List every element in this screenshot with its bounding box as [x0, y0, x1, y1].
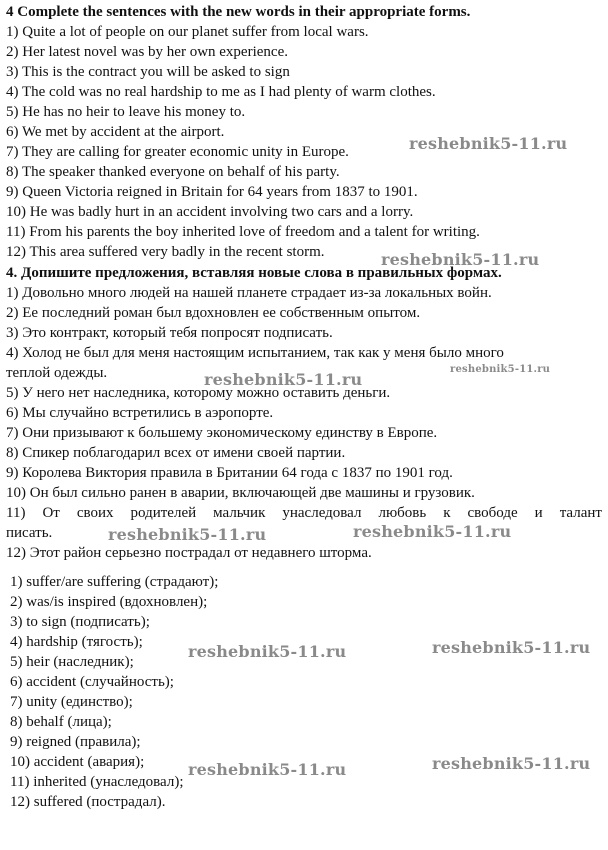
en-item: 3) This is the contract you will be asked to sign	[6, 64, 290, 80]
answer-item: 3) to sign (подписать);	[10, 614, 150, 630]
en-item: 7) They are calling for greater economic unity in Europe.	[6, 144, 349, 160]
answer-item: 7) unity (единство);	[10, 694, 133, 710]
watermark: reshebnik5-11.ru	[108, 525, 267, 544]
word: От	[42, 505, 60, 521]
watermark: reshebnik5-11.ru	[450, 364, 551, 375]
en-item: 6) We met by accident at the airport.	[6, 124, 225, 140]
ru-item: 9) Королева Виктория правила в Британии 64 года с 1837 по 1901 год.	[6, 465, 453, 481]
watermark: reshebnik5-11.ru	[381, 250, 540, 269]
word: мальчик	[213, 505, 266, 521]
word: к	[443, 505, 451, 521]
en-item: 8) The speaker thanked everyone on behalf of his party.	[6, 164, 340, 180]
answer-item: 8) behalf (лица);	[10, 714, 112, 730]
word: родителей	[130, 505, 197, 521]
ru-item: 3) Это контракт, который тебя попросят подписать.	[6, 325, 333, 341]
watermark: reshebnik5-11.ru	[432, 638, 591, 657]
word: своих	[76, 505, 114, 521]
word: любовь	[378, 505, 427, 521]
watermark: reshebnik5-11.ru	[188, 642, 347, 661]
en-heading: 4 Complete the sentences with the new words in their appropriate forms.	[6, 4, 471, 20]
en-item: 11) From his parents the boy inherited love of freedom and a talent for writing.	[6, 224, 480, 240]
ru-item: 4) Холод не был для меня настоящим испытанием, так как у меня было много	[6, 345, 504, 361]
answer-item: 2) was/is inspired (вдохновлен);	[10, 594, 208, 610]
word: унаследовал	[282, 505, 362, 521]
en-item: 4) The cold was no real hardship to me as I had plenty of warm clothes.	[6, 84, 436, 100]
en-item: 2) Her latest novel was by her own experience.	[6, 44, 288, 60]
ru-item: 5) У него нет наследника, которому можно оставить деньги.	[6, 385, 391, 401]
word: и	[534, 505, 543, 521]
watermark: reshebnik5-11.ru	[204, 370, 363, 389]
word: 11)	[6, 505, 26, 521]
answer-item: 11) inherited (унаследовал);	[10, 774, 184, 790]
en-item: 1) Quite a lot of people on our planet suffer from local wars.	[6, 24, 369, 40]
watermark: reshebnik5-11.ru	[432, 754, 591, 773]
ru-item: 6) Мы случайно встретились в аэропорте.	[6, 405, 274, 421]
en-item: 5) He has no heir to leave his money to.	[6, 104, 246, 120]
answer-item: 1) suffer/are suffering (страдают);	[10, 574, 219, 590]
answer-item: 5) heir (наследник);	[10, 654, 134, 670]
answer-item: 12) suffered (пострадал).	[10, 794, 166, 810]
answer-item: 10) accident (авария);	[10, 754, 145, 770]
word: свободе	[467, 505, 518, 521]
word: талант	[559, 505, 602, 521]
en-item: 10) He was badly hurt in an accident involving two cars and a lorry.	[6, 204, 414, 220]
ru-item: 12) Этот район серьезно пострадал от недавнего шторма.	[6, 545, 372, 561]
answer-item: 4) hardship (тягость);	[10, 634, 143, 650]
ru-item: 10) Он был сильно ранен в аварии, включающей две машины и грузовик.	[6, 485, 475, 501]
en-item: 12) This area suffered very badly in the recent storm.	[6, 244, 325, 260]
ru-item: 7) Они призывают к большему экономическому единству в Европе.	[6, 425, 438, 441]
ru-item-11	[6, 503, 602, 523]
ru-item-continuation: теплой одежды.	[6, 365, 108, 381]
ru-item-continuation: писать.	[6, 525, 53, 541]
en-item: 9) Queen Victoria reigned in Britain for 64 years from 1837 to 1901.	[6, 184, 418, 200]
watermark: reshebnik5-11.ru	[353, 522, 512, 541]
watermark: reshebnik5-11.ru	[188, 760, 347, 779]
watermark: reshebnik5-11.ru	[409, 134, 568, 153]
ru-heading: 4. Допишите предложения, вставляя новые слова в правильных формах.	[6, 265, 502, 281]
ru-item: 8) Спикер поблагодарил всех от имени своей партии.	[6, 445, 346, 461]
answer-item: 9) reigned (правила);	[10, 734, 141, 750]
answer-item: 6) accident (случайность);	[10, 674, 174, 690]
ru-item: 1) Довольно много людей на нашей планете страдает из-за локальных войн.	[6, 285, 492, 301]
ru-item: 2) Ее последний роман был вдохновлен ее собственным опытом.	[6, 305, 421, 321]
